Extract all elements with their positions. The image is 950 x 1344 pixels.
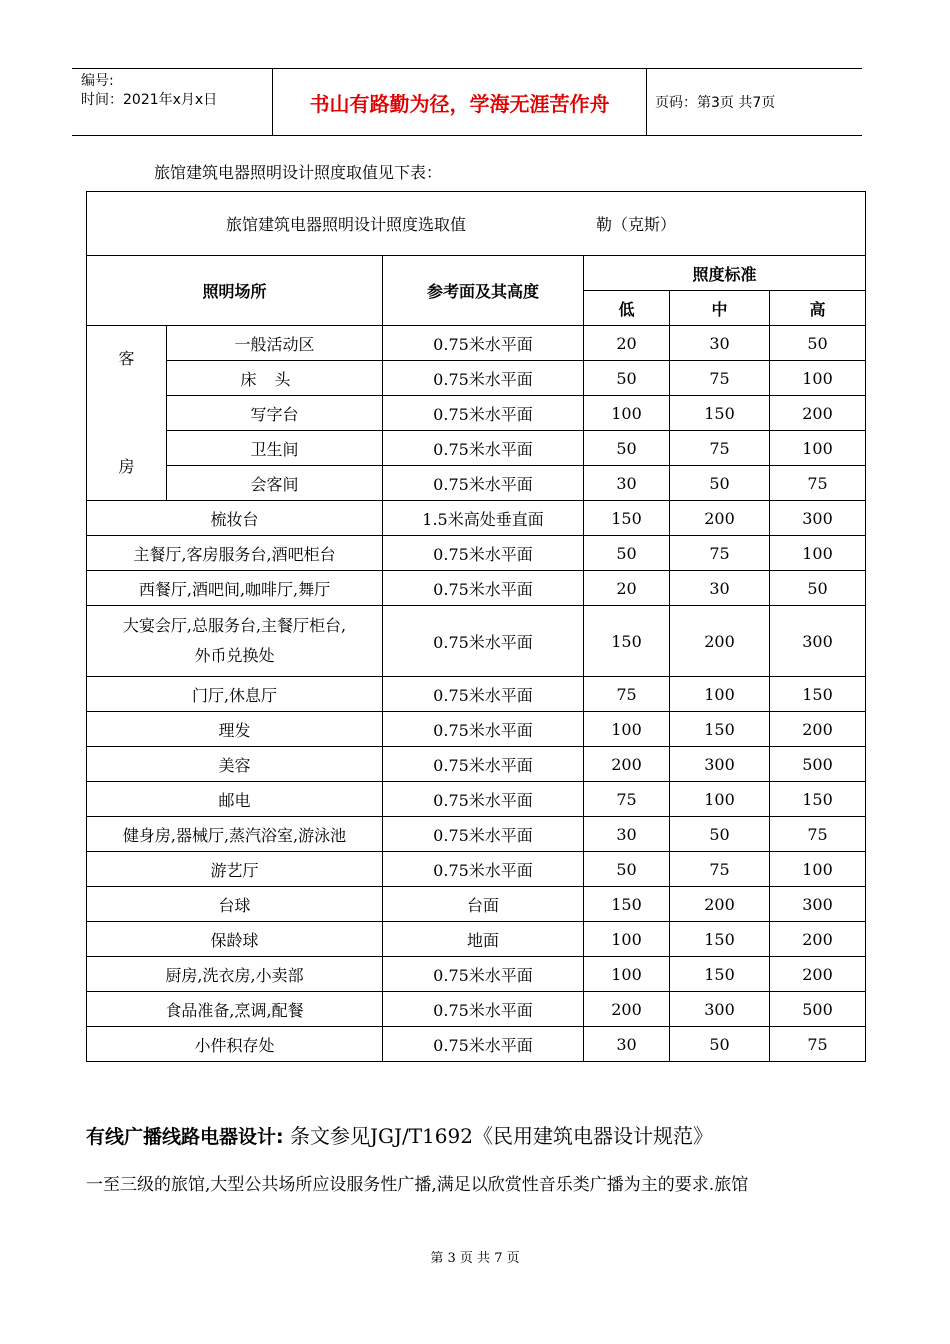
mid-cell: 300	[670, 747, 770, 782]
low-cell: 50	[584, 852, 670, 887]
low-cell: 100	[584, 712, 670, 747]
table-row	[87, 536, 866, 571]
header-meta	[72, 69, 273, 135]
mid-cell: 75	[670, 361, 770, 396]
high-cell: 150	[770, 677, 866, 712]
reference-cell: 0.75米水平面	[383, 992, 584, 1027]
low-cell: 200	[584, 747, 670, 782]
place-cell: 食品准备,烹调,配餐	[87, 992, 383, 1027]
reference-cell: 0.75米水平面	[383, 606, 584, 677]
table-row	[87, 852, 866, 887]
table-row	[87, 887, 866, 922]
header-mid: 中	[670, 291, 770, 326]
section-heading-reference: 条文参见JGJ/T1692《民用建筑电器设计规范》	[283, 1124, 713, 1148]
low-cell: 100	[584, 922, 670, 957]
high-cell: 500	[770, 747, 866, 782]
table-row	[87, 1027, 866, 1062]
page-header	[72, 68, 862, 136]
room-group-label	[87, 326, 167, 501]
table-unit: 勒（克斯）	[596, 215, 677, 234]
reference-cell: 0.75米水平面	[383, 677, 584, 712]
place-cell: 厨房,洗衣房,小卖部	[87, 957, 383, 992]
high-cell: 100	[770, 431, 866, 466]
mid-cell: 30	[670, 571, 770, 606]
place-cell: 保龄球	[87, 922, 383, 957]
table-row	[87, 712, 866, 747]
place-cell: 卫生间	[167, 431, 383, 466]
place-cell: 西餐厅,酒吧间,咖啡厅,舞厅	[87, 571, 383, 606]
place-cell: 邮电	[87, 782, 383, 817]
mid-cell: 150	[670, 712, 770, 747]
high-cell: 75	[770, 817, 866, 852]
high-cell: 100	[770, 361, 866, 396]
header-page-code: 页码：第3页 共7页	[655, 95, 776, 111]
mid-cell: 50	[670, 1027, 770, 1062]
document-date: 时间：2021年x月x日	[81, 92, 218, 108]
low-cell: 200	[584, 992, 670, 1027]
document-number-label: 编号:	[81, 73, 114, 89]
reference-cell: 0.75米水平面	[383, 571, 584, 606]
table-row	[87, 922, 866, 957]
high-cell: 50	[770, 571, 866, 606]
low-cell: 75	[584, 782, 670, 817]
high-cell: 500	[770, 992, 866, 1027]
table-row	[87, 501, 866, 536]
place-cell: 台球	[87, 887, 383, 922]
mid-cell: 150	[670, 396, 770, 431]
place-cell: 梳妆台	[87, 501, 383, 536]
page-footer: 第 3 页 共 7 页	[430, 1251, 520, 1266]
table-row	[87, 606, 866, 677]
place-cell: 会客间	[167, 466, 383, 501]
mid-cell: 75	[670, 431, 770, 466]
high-cell: 200	[770, 957, 866, 992]
high-cell: 100	[770, 852, 866, 887]
header-low: 低	[584, 291, 670, 326]
low-cell: 150	[584, 887, 670, 922]
intro-text: 旅馆建筑电器照明设计照度取值见下表：	[154, 163, 443, 182]
place-cell: 理发	[87, 712, 383, 747]
high-cell: 150	[770, 782, 866, 817]
reference-cell: 1.5米高处垂直面	[383, 501, 584, 536]
room-label-bottom: 房	[118, 457, 135, 476]
reference-cell: 0.75米水平面	[383, 957, 584, 992]
body-paragraph: 一至三级的旅馆,大型公共场所应设服务性广播,满足以欣赏性音乐类广播为主的要求.旅馆	[86, 1175, 749, 1195]
low-cell: 30	[584, 817, 670, 852]
high-cell: 75	[770, 466, 866, 501]
low-cell: 30	[584, 1027, 670, 1062]
table-row	[87, 747, 866, 782]
table-row	[87, 817, 866, 852]
high-cell: 200	[770, 922, 866, 957]
place-cell: 美容	[87, 747, 383, 782]
mid-cell: 75	[670, 536, 770, 571]
high-cell: 200	[770, 712, 866, 747]
reference-cell: 0.75米水平面	[383, 747, 584, 782]
table-row	[87, 396, 866, 431]
place-line: 大宴会厅,总服务台,主餐厅柜台,	[122, 616, 347, 635]
high-cell: 75	[770, 1027, 866, 1062]
high-cell: 300	[770, 887, 866, 922]
mid-cell: 150	[670, 922, 770, 957]
reference-cell: 地面	[383, 922, 584, 957]
table-row	[87, 466, 866, 501]
place-cell: 小件积存处	[87, 1027, 383, 1062]
header-reference: 参考面及其高度	[383, 256, 584, 326]
high-cell: 100	[770, 536, 866, 571]
low-cell: 50	[584, 536, 670, 571]
mid-cell: 150	[670, 957, 770, 992]
place-cell: 一般活动区	[167, 326, 383, 361]
table-row	[87, 957, 866, 992]
mid-cell: 200	[670, 887, 770, 922]
table-header-row	[87, 256, 866, 291]
place-cell: 门厅,休息厅	[87, 677, 383, 712]
header-standard: 照度标准	[584, 256, 866, 291]
reference-cell: 0.75米水平面	[383, 782, 584, 817]
low-cell: 20	[584, 571, 670, 606]
reference-cell: 0.75米水平面	[383, 361, 584, 396]
reference-cell: 0.75米水平面	[383, 852, 584, 887]
low-cell: 50	[584, 431, 670, 466]
table-row	[87, 782, 866, 817]
mid-cell: 100	[670, 677, 770, 712]
low-cell: 50	[584, 361, 670, 396]
table-row	[87, 431, 866, 466]
place-cell: 写字台	[167, 396, 383, 431]
reference-cell: 台面	[383, 887, 584, 922]
reference-cell: 0.75米水平面	[383, 817, 584, 852]
table-row	[87, 326, 866, 361]
section-heading-bold: 有线广播线路电器设计:	[86, 1126, 284, 1148]
mid-cell: 50	[670, 817, 770, 852]
mid-cell: 50	[670, 466, 770, 501]
low-cell: 100	[584, 957, 670, 992]
room-label-top: 客	[118, 349, 135, 368]
illuminance-table	[86, 191, 866, 1062]
low-cell: 30	[584, 466, 670, 501]
place-cell: 游艺厅	[87, 852, 383, 887]
high-cell: 50	[770, 326, 866, 361]
mid-cell: 30	[670, 326, 770, 361]
mid-cell: 300	[670, 992, 770, 1027]
section-heading	[86, 1120, 713, 1149]
place-cell	[87, 606, 383, 677]
table-title-row	[87, 192, 866, 256]
reference-cell: 0.75米水平面	[383, 396, 584, 431]
table-row	[87, 571, 866, 606]
place-cell: 主餐厅,客房服务台,酒吧柜台	[87, 536, 383, 571]
header-motto: 书山有路勤为径，学海无涯苦作舟	[273, 69, 647, 135]
place-line: 外币兑换处	[194, 646, 275, 665]
table-row	[87, 677, 866, 712]
low-cell: 20	[584, 326, 670, 361]
mid-cell: 100	[670, 782, 770, 817]
mid-cell: 200	[670, 606, 770, 677]
table-row	[87, 361, 866, 396]
high-cell: 300	[770, 606, 866, 677]
reference-cell: 0.75米水平面	[383, 466, 584, 501]
place-cell: 健身房,器械厅,蒸汽浴室,游泳池	[87, 817, 383, 852]
high-cell: 200	[770, 396, 866, 431]
mid-cell: 75	[670, 852, 770, 887]
low-cell: 100	[584, 396, 670, 431]
low-cell: 150	[584, 606, 670, 677]
reference-cell: 0.75米水平面	[383, 712, 584, 747]
table-row	[87, 992, 866, 1027]
place-cell: 床头	[167, 361, 383, 396]
low-cell: 75	[584, 677, 670, 712]
reference-cell: 0.75米水平面	[383, 1027, 584, 1062]
reference-cell: 0.75米水平面	[383, 326, 584, 361]
table-title-cell	[87, 192, 866, 256]
mid-cell: 200	[670, 501, 770, 536]
reference-cell: 0.75米水平面	[383, 431, 584, 466]
reference-cell: 0.75米水平面	[383, 536, 584, 571]
header-place: 照明场所	[87, 256, 383, 326]
header-high: 高	[770, 291, 866, 326]
high-cell: 300	[770, 501, 866, 536]
table-title: 旅馆建筑电器照明设计照度选取值	[226, 215, 467, 234]
low-cell: 150	[584, 501, 670, 536]
